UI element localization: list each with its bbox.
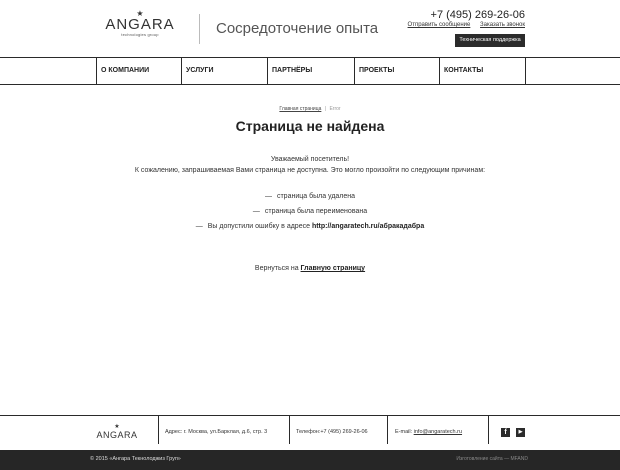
back-prefix: Вернуться на [254, 265, 301, 272]
tagline: Сосредоточение опыта [216, 20, 379, 37]
back-line [0, 265, 620, 272]
header-links [400, 22, 525, 28]
reason-text: страница была удалена [276, 193, 356, 200]
breadcrumb-separator: | [324, 106, 327, 112]
example-url: http://angaratech.ru/абракадабра [311, 223, 425, 230]
facebook-icon[interactable]: f [501, 428, 510, 437]
bottom-bar [0, 450, 620, 470]
dash-marker: — [252, 208, 260, 215]
reason-item [0, 208, 620, 215]
footer-divider [488, 416, 489, 444]
footer-phone: Телефон:+7 (495) 269-26-06 [296, 429, 368, 435]
nav-item-company[interactable]: О КОМПАНИИ [101, 67, 150, 74]
main-nav [0, 57, 620, 85]
breadcrumb [0, 106, 620, 112]
footer-email-link[interactable]: info@angaratech.ru [413, 429, 463, 435]
nav-item-services[interactable]: УСЛУГИ [186, 67, 214, 74]
dash-marker: — [195, 223, 203, 230]
page-title: Страница не найдена [235, 118, 385, 134]
nav-item-contacts[interactable]: КОНТАКТЫ [444, 67, 484, 74]
reason-item [0, 223, 620, 230]
footer-logo[interactable] [94, 424, 140, 440]
footer-divider [158, 416, 159, 444]
footer-email-block [395, 429, 462, 435]
request-call-link[interactable]: Заказать звонок [480, 22, 525, 28]
star-icon: ★ [136, 9, 144, 18]
footer-divider [289, 416, 290, 444]
logo[interactable] [100, 10, 180, 44]
footer-logo-wordmark: ANGARA [96, 430, 138, 440]
breadcrumb-current: Error [329, 106, 341, 112]
footer-divider [387, 416, 388, 444]
copyright: © 2015 «Ангара Текнолоджиз Груп» [90, 456, 181, 462]
nav-divider [525, 58, 526, 84]
reason-item [0, 193, 620, 200]
nav-item-projects[interactable]: ПРОЕКТЫ [359, 67, 395, 74]
made-by-link[interactable]: Изготовление сайта — MFAND [456, 456, 528, 462]
star-icon: ★ [114, 424, 120, 430]
footer-address: Адрес: г. Москва, ул.Барклая, д.6, стр. 3 [165, 429, 268, 435]
reason-text: страница была переименована [264, 208, 368, 215]
support-button[interactable]: Техническая поддержка [455, 34, 525, 47]
reason-text: Вы допустили ошибку в адресе [207, 223, 312, 230]
footer-email-label: E-mail: [395, 429, 414, 435]
logo-wordmark: ANGARA [105, 16, 175, 33]
send-message-link[interactable]: Отправить сообщение [407, 22, 471, 28]
header [0, 0, 620, 57]
logo-subtitle: technologies group [121, 32, 159, 37]
footer [0, 415, 620, 450]
greeting-text: Уважаемый посетитель! [270, 156, 350, 163]
breadcrumb-home[interactable]: Главная страница [279, 106, 322, 112]
error-message: К сожалению, запрашиваемая Вами страница не доступна. Это могло произойти по следующим причинам: [134, 167, 486, 174]
nav-item-partners[interactable]: ПАРТНЁРЫ [272, 67, 313, 74]
header-phone[interactable]: +7 (495) 269-26-06 [430, 9, 525, 21]
dash-marker: — [264, 193, 272, 200]
header-divider [199, 14, 200, 44]
youtube-icon[interactable]: ▶ [516, 428, 525, 437]
home-page-link[interactable]: Главную страницу [300, 265, 366, 272]
